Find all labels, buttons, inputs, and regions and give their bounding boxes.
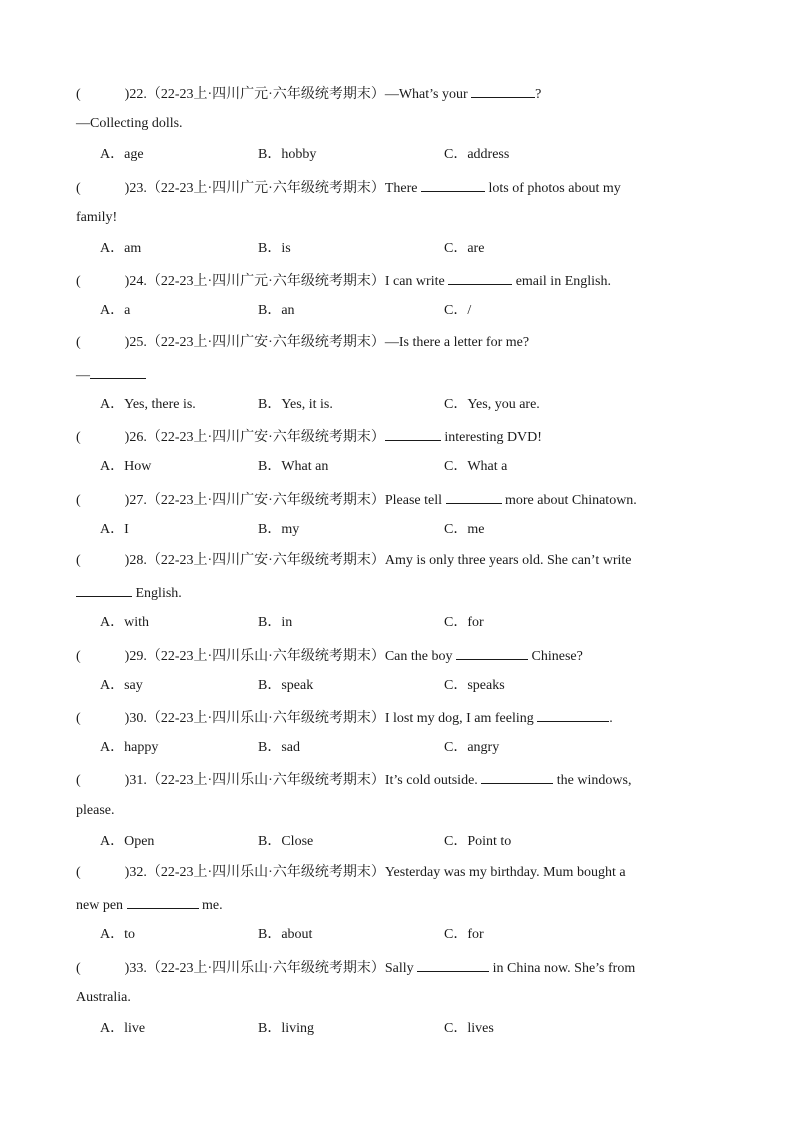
option-c[interactable]: C．for: [444, 615, 484, 630]
answer-paren-close: ): [124, 335, 130, 350]
question-text: It’s cold outside.: [384, 773, 482, 788]
option-a[interactable]: A．Yes, there is.: [100, 397, 196, 412]
answer-paren-close: ): [124, 87, 130, 102]
question-source: （22-23上·四川乐山·六年级统考期末）: [146, 711, 385, 726]
answer-paren-open: (: [76, 649, 81, 664]
question-30-options: [100, 739, 700, 757]
answer-blank[interactable]: [448, 271, 512, 285]
option-b[interactable]: B．Yes, it is.: [258, 397, 333, 412]
question-source: （22-23上·四川广安·六年级统考期末）: [146, 553, 385, 568]
question-33-options: [100, 1020, 700, 1038]
question-text-continued: English.: [132, 586, 182, 601]
question-text: —What’s your: [384, 87, 472, 102]
question-text-continued: family!: [76, 210, 118, 225]
question-text: Amy is only three years old. She can’t write: [384, 553, 632, 568]
question-text: I can write: [384, 274, 449, 289]
option-a[interactable]: A．am: [100, 241, 142, 256]
option-c[interactable]: C．address: [444, 147, 510, 162]
option-c[interactable]: C．lives: [444, 1021, 494, 1036]
option-b[interactable]: B．Close: [258, 834, 314, 849]
question-33-continued: [76, 989, 706, 1007]
question-number: 22.: [129, 87, 147, 102]
question-number: 29.: [129, 649, 147, 664]
option-a[interactable]: A．happy: [100, 740, 159, 755]
question-number: 28.: [129, 553, 147, 568]
question-text-end: me.: [198, 898, 223, 913]
question-32: [76, 864, 706, 882]
answer-blank[interactable]: [471, 84, 535, 98]
option-b[interactable]: B．sad: [258, 740, 300, 755]
option-a[interactable]: A．with: [100, 615, 149, 630]
question-24-options: [100, 302, 700, 320]
answer-blank[interactable]: [446, 490, 502, 504]
question-29-options: [100, 677, 700, 695]
option-c[interactable]: C．speaks: [444, 678, 505, 693]
question-26-options: [100, 458, 700, 476]
option-a[interactable]: A．a: [100, 303, 131, 318]
question-22-options: [100, 146, 700, 164]
question-25-answer-line: [76, 365, 706, 385]
question-number: 24.: [129, 274, 147, 289]
option-c[interactable]: C．for: [444, 927, 484, 942]
question-number: 32.: [129, 865, 147, 880]
answer-paren-close: ): [124, 493, 130, 508]
answer-blank[interactable]: [76, 583, 132, 597]
answer-paren-open: (: [76, 773, 81, 788]
question-number: 31.: [129, 773, 147, 788]
answer-paren-open: (: [76, 553, 81, 568]
answer-blank[interactable]: [385, 427, 441, 441]
question-number: 23.: [129, 181, 147, 196]
option-b[interactable]: B．hobby: [258, 147, 317, 162]
answer-paren-close: ): [124, 274, 130, 289]
question-number: 27.: [129, 493, 147, 508]
question-source: （22-23上·四川广元·六年级统考期末）: [146, 181, 385, 196]
question-number: 33.: [129, 961, 147, 976]
answer-blank[interactable]: [90, 365, 146, 379]
option-b[interactable]: B．my: [258, 522, 300, 537]
question-number: 26.: [129, 430, 147, 445]
question-22: [76, 84, 706, 104]
option-a[interactable]: A．age: [100, 147, 144, 162]
option-b[interactable]: B．an: [258, 303, 295, 318]
question-source: （22-23上·四川乐山·六年级统考期末）: [146, 773, 385, 788]
question-text: —Is there a letter for me?: [384, 335, 530, 350]
question-28-continued: [76, 583, 706, 603]
option-a[interactable]: A．live: [100, 1021, 146, 1036]
option-a[interactable]: A．say: [100, 678, 143, 693]
question-source: （22-23上·四川广元·六年级统考期末）: [146, 274, 385, 289]
answer-blank[interactable]: [421, 178, 485, 192]
question-23-continued: [76, 209, 706, 227]
answer-blank[interactable]: [481, 770, 553, 784]
question-source: （22-23上·四川广安·六年级统考期末）: [146, 430, 385, 445]
question-28: [76, 552, 706, 570]
question-text-end: .: [609, 711, 613, 726]
question-text-end: email in English.: [512, 274, 611, 289]
question-26: [76, 427, 706, 447]
option-b[interactable]: B．speak: [258, 678, 314, 693]
option-b[interactable]: B．in: [258, 615, 293, 630]
question-source: （22-23上·四川乐山·六年级统考期末）: [146, 865, 385, 880]
question-text: There: [384, 181, 421, 196]
option-a[interactable]: A．How: [100, 459, 152, 474]
answer-paren-close: ): [124, 430, 130, 445]
answer-paren-close: ): [124, 181, 130, 196]
option-c[interactable]: C．What a: [444, 459, 508, 474]
option-b[interactable]: B．living: [258, 1021, 315, 1036]
question-33: [76, 958, 706, 978]
answer-paren-open: (: [76, 335, 81, 350]
answer-paren-open: (: [76, 87, 81, 102]
question-25: [76, 334, 706, 352]
question-number: 30.: [129, 711, 147, 726]
question-text-continued: please.: [76, 803, 115, 818]
answer-paren-open: (: [76, 493, 81, 508]
answer-blank[interactable]: [456, 646, 528, 660]
question-31-continued: [76, 802, 706, 820]
answer-paren-open: (: [76, 961, 81, 976]
question-source: （22-23上·四川乐山·六年级统考期末）: [146, 961, 385, 976]
answer-paren-close: ): [124, 865, 130, 880]
option-c[interactable]: C．are: [444, 241, 485, 256]
option-a[interactable]: A．Open: [100, 834, 155, 849]
question-25-options: [100, 396, 700, 414]
question-31: [76, 770, 706, 790]
answer-paren-open: (: [76, 274, 81, 289]
question-text: Please tell: [384, 493, 446, 508]
question-source: （22-23上·四川广安·六年级统考期末）: [146, 335, 385, 350]
question-text: Can the boy: [384, 649, 456, 664]
question-source: （22-23上·四川广安·六年级统考期末）: [146, 493, 385, 508]
question-text-continued: Australia.: [76, 990, 131, 1005]
question-23-options: [100, 240, 700, 258]
question-text-continued: —: [76, 368, 90, 383]
answer-paren-close: ): [124, 961, 130, 976]
option-a[interactable]: A．I: [100, 522, 129, 537]
question-32-options: [100, 926, 700, 944]
answer-paren-close: ): [124, 711, 130, 726]
question-text: Sally: [384, 961, 418, 976]
question-text: Yesterday was my birthday. Mum bought a: [384, 865, 626, 880]
question-28-options: [100, 614, 700, 632]
option-b[interactable]: B．about: [258, 927, 313, 942]
question-text-end: ?: [535, 87, 542, 102]
option-c[interactable]: C．Point to: [444, 834, 512, 849]
answer-paren-close: ): [124, 553, 130, 568]
question-source: （22-23上·四川乐山·六年级统考期末）: [146, 649, 385, 664]
answer-paren-close: ): [124, 773, 130, 788]
option-c[interactable]: C．Yes, you are.: [444, 397, 540, 412]
question-text-end: lots of photos about my: [485, 181, 621, 196]
question-29: [76, 646, 706, 666]
answer-paren-open: (: [76, 711, 81, 726]
option-c[interactable]: C．angry: [444, 740, 500, 755]
question-31-options: [100, 833, 700, 851]
question-text-continued: new pen: [76, 898, 127, 913]
question-text-end: Chinese?: [528, 649, 583, 664]
question-23: [76, 178, 706, 198]
question-30: [76, 708, 706, 728]
answer-paren-open: (: [76, 181, 81, 196]
question-text-end: in China now. She’s from: [489, 961, 636, 976]
question-27-options: [100, 521, 700, 539]
question-22-answer-line: [76, 115, 706, 133]
answer-paren-close: ): [124, 649, 130, 664]
question-source: （22-23上·四川广元·六年级统考期末）: [146, 87, 385, 102]
question-27: [76, 490, 706, 510]
question-text-continued: —Collecting dolls.: [76, 116, 183, 131]
question-text: I lost my dog, I am feeling: [384, 711, 538, 726]
question-text-end: more about Chinatown.: [501, 493, 637, 508]
question-text-end: interesting DVD!: [440, 430, 542, 445]
answer-blank[interactable]: [127, 895, 199, 909]
option-c[interactable]: C．/: [444, 303, 472, 318]
answer-paren-open: (: [76, 865, 81, 880]
question-24: [76, 271, 706, 291]
question-text-end: the windows,: [553, 773, 632, 788]
answer-blank[interactable]: [537, 708, 609, 722]
option-a[interactable]: A．to: [100, 927, 135, 942]
option-c[interactable]: C．me: [444, 522, 485, 537]
answer-blank[interactable]: [417, 958, 489, 972]
question-32-continued: [76, 895, 706, 915]
option-b[interactable]: B．is: [258, 241, 291, 256]
answer-paren-open: (: [76, 430, 81, 445]
option-b[interactable]: B．What an: [258, 459, 329, 474]
question-number: 25.: [129, 335, 147, 350]
